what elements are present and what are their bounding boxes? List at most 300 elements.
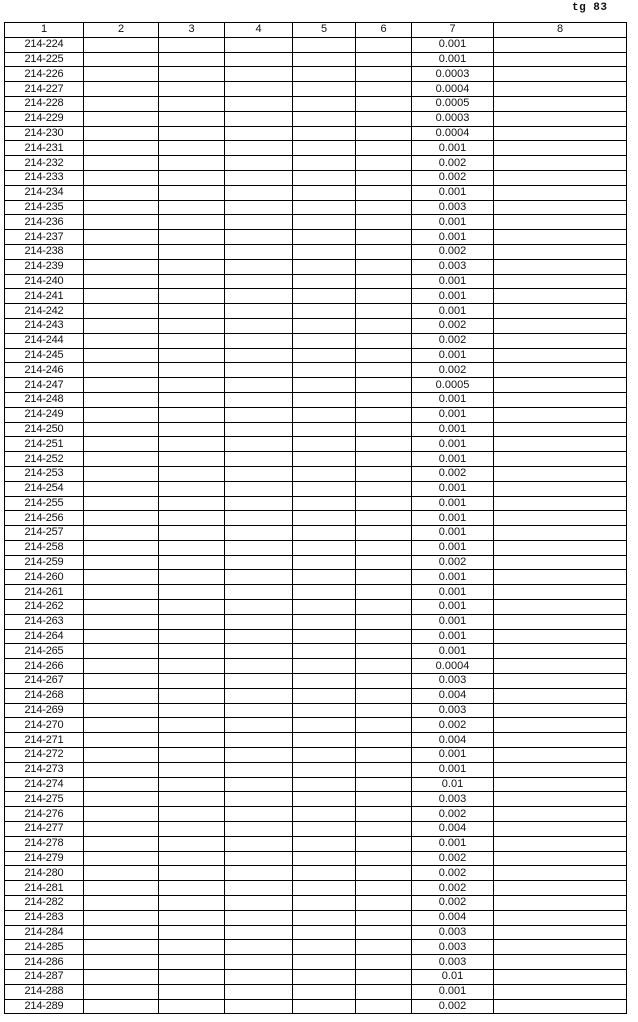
empty-cell <box>494 688 627 703</box>
sample-code-cell: 214-253 <box>5 466 84 481</box>
table-row <box>5 215 627 230</box>
value-cell: 0.002 <box>412 244 494 259</box>
empty-cell <box>159 422 225 437</box>
empty-cell <box>225 733 293 748</box>
sample-code-cell: 214-265 <box>5 644 84 659</box>
sample-code-cell: 214-268 <box>5 688 84 703</box>
value-cell: 0.0005 <box>412 96 494 111</box>
empty-cell <box>159 170 225 185</box>
empty-cell <box>225 896 293 911</box>
value-cell: 0.0003 <box>412 111 494 126</box>
sample-code-cell: 214-243 <box>5 318 84 333</box>
empty-cell <box>356 629 412 644</box>
empty-cell <box>356 363 412 378</box>
empty-cell <box>84 629 159 644</box>
table-row <box>5 807 627 822</box>
value-cell: 0.004 <box>412 910 494 925</box>
empty-cell <box>293 896 356 911</box>
empty-cell <box>494 984 627 999</box>
empty-cell <box>225 392 293 407</box>
sample-code-cell: 214-244 <box>5 333 84 348</box>
empty-cell <box>356 600 412 615</box>
table-row <box>5 378 627 393</box>
empty-cell <box>356 896 412 911</box>
column-header: 1 <box>5 23 84 38</box>
empty-cell <box>494 526 627 541</box>
value-cell: 0.001 <box>412 452 494 467</box>
empty-cell <box>84 674 159 689</box>
sample-code-cell: 214-225 <box>5 52 84 67</box>
empty-cell <box>494 718 627 733</box>
sample-code-cell: 214-271 <box>5 733 84 748</box>
table-row <box>5 955 627 970</box>
sample-code-cell: 214-249 <box>5 407 84 422</box>
empty-cell <box>494 67 627 82</box>
table-row <box>5 836 627 851</box>
empty-cell <box>225 836 293 851</box>
empty-cell <box>225 52 293 67</box>
value-cell: 0.003 <box>412 925 494 940</box>
empty-cell <box>159 244 225 259</box>
sample-code-cell: 214-264 <box>5 629 84 644</box>
empty-cell <box>356 881 412 896</box>
empty-cell <box>225 984 293 999</box>
empty-cell <box>84 688 159 703</box>
empty-cell <box>356 955 412 970</box>
empty-cell <box>494 274 627 289</box>
empty-cell <box>293 96 356 111</box>
table-row <box>5 600 627 615</box>
empty-cell <box>84 659 159 674</box>
empty-cell <box>225 126 293 141</box>
empty-cell <box>356 170 412 185</box>
table-row <box>5 940 627 955</box>
empty-cell <box>293 67 356 82</box>
empty-cell <box>159 378 225 393</box>
value-cell: 0.001 <box>412 215 494 230</box>
empty-cell <box>159 333 225 348</box>
empty-cell <box>356 674 412 689</box>
value-cell: 0.001 <box>412 600 494 615</box>
empty-cell <box>494 289 627 304</box>
empty-cell <box>293 437 356 452</box>
empty-cell <box>356 141 412 156</box>
table-row <box>5 526 627 541</box>
empty-cell <box>225 318 293 333</box>
table-row <box>5 111 627 126</box>
empty-cell <box>293 970 356 985</box>
empty-cell <box>293 466 356 481</box>
empty-cell <box>84 230 159 245</box>
empty-cell <box>494 37 627 52</box>
empty-cell <box>293 674 356 689</box>
empty-cell <box>159 925 225 940</box>
sample-code-cell: 214-282 <box>5 896 84 911</box>
empty-cell <box>225 452 293 467</box>
header-row <box>5 23 627 38</box>
empty-cell <box>356 540 412 555</box>
empty-cell <box>84 807 159 822</box>
empty-cell <box>159 570 225 585</box>
empty-cell <box>293 452 356 467</box>
empty-cell <box>159 156 225 171</box>
empty-cell <box>494 970 627 985</box>
empty-cell <box>225 274 293 289</box>
empty-cell <box>293 925 356 940</box>
value-cell: 0.001 <box>412 230 494 245</box>
sample-code-cell: 214-285 <box>5 940 84 955</box>
table-row <box>5 896 627 911</box>
sample-code-cell: 214-251 <box>5 437 84 452</box>
empty-cell <box>159 348 225 363</box>
empty-cell <box>159 407 225 422</box>
empty-cell <box>159 259 225 274</box>
table-row <box>5 629 627 644</box>
empty-cell <box>84 792 159 807</box>
empty-cell <box>356 481 412 496</box>
value-cell: 0.001 <box>412 585 494 600</box>
column-header: 5 <box>293 23 356 38</box>
empty-cell <box>225 999 293 1014</box>
empty-cell <box>159 792 225 807</box>
empty-cell <box>84 407 159 422</box>
empty-cell <box>356 836 412 851</box>
empty-cell <box>159 970 225 985</box>
sample-code-cell: 214-275 <box>5 792 84 807</box>
table-row <box>5 304 627 319</box>
value-cell: 0.0004 <box>412 126 494 141</box>
empty-cell <box>356 126 412 141</box>
table-row <box>5 274 627 289</box>
table-row <box>5 452 627 467</box>
empty-cell <box>494 244 627 259</box>
sample-code-cell: 214-228 <box>5 96 84 111</box>
empty-cell <box>84 777 159 792</box>
empty-cell <box>293 289 356 304</box>
empty-cell <box>293 111 356 126</box>
empty-cell <box>293 348 356 363</box>
empty-cell <box>293 629 356 644</box>
empty-cell <box>225 807 293 822</box>
empty-cell <box>84 378 159 393</box>
value-cell: 0.001 <box>412 407 494 422</box>
empty-cell <box>356 984 412 999</box>
empty-cell <box>356 304 412 319</box>
empty-cell <box>84 925 159 940</box>
empty-cell <box>225 718 293 733</box>
empty-cell <box>293 363 356 378</box>
empty-cell <box>494 866 627 881</box>
value-cell: 0.001 <box>412 629 494 644</box>
empty-cell <box>494 674 627 689</box>
empty-cell <box>494 378 627 393</box>
sample-code-cell: 214-254 <box>5 481 84 496</box>
value-cell: 0.003 <box>412 200 494 215</box>
empty-cell <box>84 836 159 851</box>
empty-cell <box>159 718 225 733</box>
empty-cell <box>356 570 412 585</box>
empty-cell <box>293 984 356 999</box>
empty-cell <box>159 526 225 541</box>
empty-cell <box>293 156 356 171</box>
sample-code-cell: 214-237 <box>5 230 84 245</box>
empty-cell <box>293 304 356 319</box>
empty-cell <box>494 185 627 200</box>
value-cell: 0.001 <box>412 836 494 851</box>
value-cell: 0.001 <box>412 496 494 511</box>
sample-code-cell: 214-280 <box>5 866 84 881</box>
empty-cell <box>84 881 159 896</box>
sample-code-cell: 214-262 <box>5 600 84 615</box>
value-cell: 0.001 <box>412 748 494 763</box>
value-cell: 0.001 <box>412 762 494 777</box>
empty-cell <box>293 614 356 629</box>
empty-cell <box>356 733 412 748</box>
empty-cell <box>356 422 412 437</box>
empty-cell <box>225 407 293 422</box>
sample-code-cell: 214-263 <box>5 614 84 629</box>
table-row <box>5 866 627 881</box>
empty-cell <box>84 970 159 985</box>
empty-cell <box>293 141 356 156</box>
empty-cell <box>225 67 293 82</box>
empty-cell <box>159 910 225 925</box>
value-cell: 0.001 <box>412 422 494 437</box>
sample-code-cell: 214-274 <box>5 777 84 792</box>
empty-cell <box>494 614 627 629</box>
empty-cell <box>84 600 159 615</box>
value-cell: 0.004 <box>412 733 494 748</box>
value-cell: 0.002 <box>412 999 494 1014</box>
value-cell: 0.0004 <box>412 82 494 97</box>
value-cell: 0.003 <box>412 674 494 689</box>
value-cell: 0.001 <box>412 348 494 363</box>
empty-cell <box>225 200 293 215</box>
empty-cell <box>159 437 225 452</box>
empty-cell <box>225 111 293 126</box>
empty-cell <box>356 333 412 348</box>
empty-cell <box>494 304 627 319</box>
empty-cell <box>84 851 159 866</box>
empty-cell <box>225 259 293 274</box>
sample-code-cell: 214-241 <box>5 289 84 304</box>
empty-cell <box>293 392 356 407</box>
sample-code-cell: 214-234 <box>5 185 84 200</box>
empty-cell <box>293 200 356 215</box>
table-row <box>5 170 627 185</box>
empty-cell <box>84 259 159 274</box>
empty-cell <box>159 200 225 215</box>
value-cell: 0.001 <box>412 540 494 555</box>
sample-code-cell: 214-287 <box>5 970 84 985</box>
table-row <box>5 659 627 674</box>
empty-cell <box>494 748 627 763</box>
table-row <box>5 644 627 659</box>
empty-cell <box>159 881 225 896</box>
table-row <box>5 555 627 570</box>
empty-cell <box>293 274 356 289</box>
empty-cell <box>494 82 627 97</box>
empty-cell <box>159 851 225 866</box>
empty-cell <box>494 836 627 851</box>
empty-cell <box>225 481 293 496</box>
empty-cell <box>293 570 356 585</box>
empty-cell <box>225 170 293 185</box>
sample-code-cell: 214-256 <box>5 511 84 526</box>
empty-cell <box>356 96 412 111</box>
empty-cell <box>494 792 627 807</box>
table-row <box>5 762 627 777</box>
table-row <box>5 910 627 925</box>
empty-cell <box>293 792 356 807</box>
empty-cell <box>84 540 159 555</box>
table-row <box>5 881 627 896</box>
empty-cell <box>159 96 225 111</box>
value-cell: 0.002 <box>412 718 494 733</box>
empty-cell <box>293 259 356 274</box>
empty-cell <box>494 348 627 363</box>
value-cell: 0.001 <box>412 185 494 200</box>
empty-cell <box>84 244 159 259</box>
empty-cell <box>159 67 225 82</box>
table-row <box>5 777 627 792</box>
empty-cell <box>293 718 356 733</box>
empty-cell <box>356 378 412 393</box>
empty-cell <box>159 82 225 97</box>
empty-cell <box>225 570 293 585</box>
table-row <box>5 244 627 259</box>
sample-code-cell: 214-278 <box>5 836 84 851</box>
empty-cell <box>225 185 293 200</box>
empty-cell <box>225 822 293 837</box>
empty-cell <box>293 703 356 718</box>
empty-cell <box>494 762 627 777</box>
empty-cell <box>159 896 225 911</box>
empty-cell <box>494 318 627 333</box>
empty-cell <box>84 910 159 925</box>
empty-cell <box>356 244 412 259</box>
empty-cell <box>494 644 627 659</box>
sample-code-cell: 214-261 <box>5 585 84 600</box>
empty-cell <box>225 585 293 600</box>
empty-cell <box>225 674 293 689</box>
value-cell: 0.003 <box>412 703 494 718</box>
empty-cell <box>225 156 293 171</box>
empty-cell <box>84 37 159 52</box>
empty-cell <box>84 318 159 333</box>
sample-code-cell: 214-260 <box>5 570 84 585</box>
empty-cell <box>494 156 627 171</box>
empty-cell <box>159 836 225 851</box>
column-header: 4 <box>225 23 293 38</box>
empty-cell <box>356 185 412 200</box>
empty-cell <box>494 141 627 156</box>
empty-cell <box>84 67 159 82</box>
empty-cell <box>225 289 293 304</box>
empty-cell <box>84 703 159 718</box>
empty-cell <box>356 511 412 526</box>
empty-cell <box>494 215 627 230</box>
empty-cell <box>84 156 159 171</box>
empty-cell <box>293 881 356 896</box>
empty-cell <box>225 792 293 807</box>
empty-cell <box>159 363 225 378</box>
empty-cell <box>293 481 356 496</box>
empty-cell <box>84 614 159 629</box>
empty-cell <box>494 807 627 822</box>
value-cell: 0.0005 <box>412 378 494 393</box>
empty-cell <box>356 644 412 659</box>
table-row <box>5 570 627 585</box>
empty-cell <box>159 111 225 126</box>
sample-code-cell: 214-284 <box>5 925 84 940</box>
value-cell: 0.002 <box>412 170 494 185</box>
empty-cell <box>225 333 293 348</box>
empty-cell <box>159 555 225 570</box>
table-row <box>5 185 627 200</box>
empty-cell <box>293 851 356 866</box>
table-row <box>5 230 627 245</box>
empty-cell <box>494 363 627 378</box>
value-cell: 0.002 <box>412 466 494 481</box>
value-cell: 0.001 <box>412 274 494 289</box>
empty-cell <box>494 896 627 911</box>
empty-cell <box>356 851 412 866</box>
empty-cell <box>293 126 356 141</box>
empty-cell <box>159 452 225 467</box>
empty-cell <box>159 585 225 600</box>
empty-cell <box>356 718 412 733</box>
empty-cell <box>159 807 225 822</box>
value-cell: 0.001 <box>412 526 494 541</box>
empty-cell <box>159 866 225 881</box>
empty-cell <box>225 614 293 629</box>
empty-cell <box>293 52 356 67</box>
empty-cell <box>84 822 159 837</box>
empty-cell <box>356 274 412 289</box>
empty-cell <box>293 955 356 970</box>
empty-cell <box>293 318 356 333</box>
empty-cell <box>84 170 159 185</box>
table-row <box>5 422 627 437</box>
empty-cell <box>84 185 159 200</box>
table-row <box>5 481 627 496</box>
empty-cell <box>293 496 356 511</box>
empty-cell <box>84 718 159 733</box>
empty-cell <box>159 481 225 496</box>
empty-cell <box>293 585 356 600</box>
empty-cell <box>494 851 627 866</box>
empty-cell <box>225 629 293 644</box>
empty-cell <box>356 910 412 925</box>
empty-cell <box>494 555 627 570</box>
empty-cell <box>159 511 225 526</box>
value-cell: 0.003 <box>412 792 494 807</box>
empty-cell <box>225 96 293 111</box>
table-row <box>5 141 627 156</box>
empty-cell <box>356 392 412 407</box>
empty-cell <box>293 940 356 955</box>
empty-cell <box>159 274 225 289</box>
value-cell: 0.001 <box>412 141 494 156</box>
value-cell: 0.003 <box>412 955 494 970</box>
table-row <box>5 82 627 97</box>
empty-cell <box>494 999 627 1014</box>
empty-cell <box>225 925 293 940</box>
empty-cell <box>84 126 159 141</box>
empty-cell <box>159 629 225 644</box>
empty-cell <box>84 526 159 541</box>
